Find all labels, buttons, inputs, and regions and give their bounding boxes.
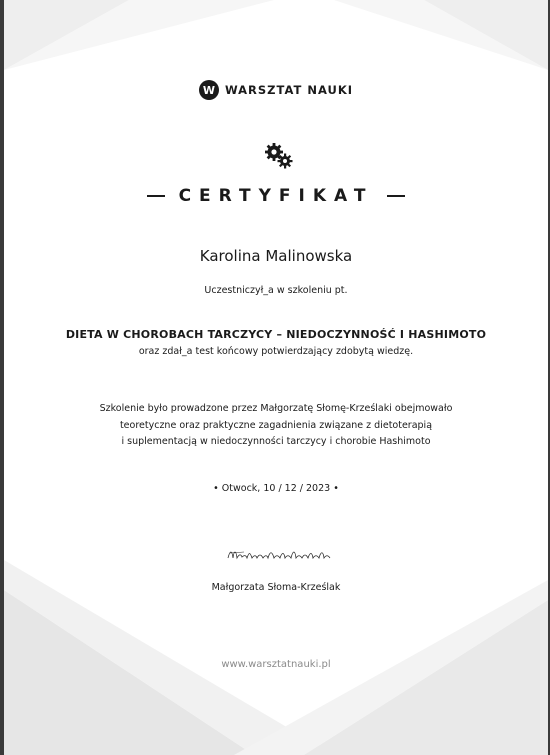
logo [4,80,548,100]
description-line: i suplementacją w niedoczynności tarczycy i chorobie Hashimoto [121,436,431,447]
background-shapes [4,0,548,755]
test-text: oraz zdał_a test końcowy potwierdzający zdobytą wiedzę. [138,346,414,357]
description-line: Szkolenie było prowadzone przez Małgorzatę Słomę-Krześlaki obejmowało [99,403,453,414]
gears-icon [264,142,294,170]
place-date: • Otwock, 10 / 12 / 2023 • [213,483,339,494]
participation-text: Uczestniczył_a w szkoleniu pt. [204,285,348,296]
title-row [4,186,548,206]
title-dash-left [147,195,165,197]
recipient-name: Karolina Malinowska [199,247,353,265]
logo-text: WARSZTAT NAUKI [224,83,354,97]
logo-mark-icon: W [199,80,219,100]
certificate-page [4,0,548,755]
certificate-title: CERTYFIKAT [178,186,374,206]
description-line: teoretyczne oraz praktyczne zagadnienia związane z dietoterapią [119,420,433,431]
title-dash-right [387,195,405,197]
signature-image [226,546,336,562]
signer-name: Małgorzata Słoma-Krześlak [211,582,341,593]
website-link[interactable]: www.warsztatnauki.pl [221,659,331,670]
course-title: DIETA W CHOROBACH TARCZYCY – NIEDOCZYNNOŚĆ I HASHIMOTO [65,328,487,341]
